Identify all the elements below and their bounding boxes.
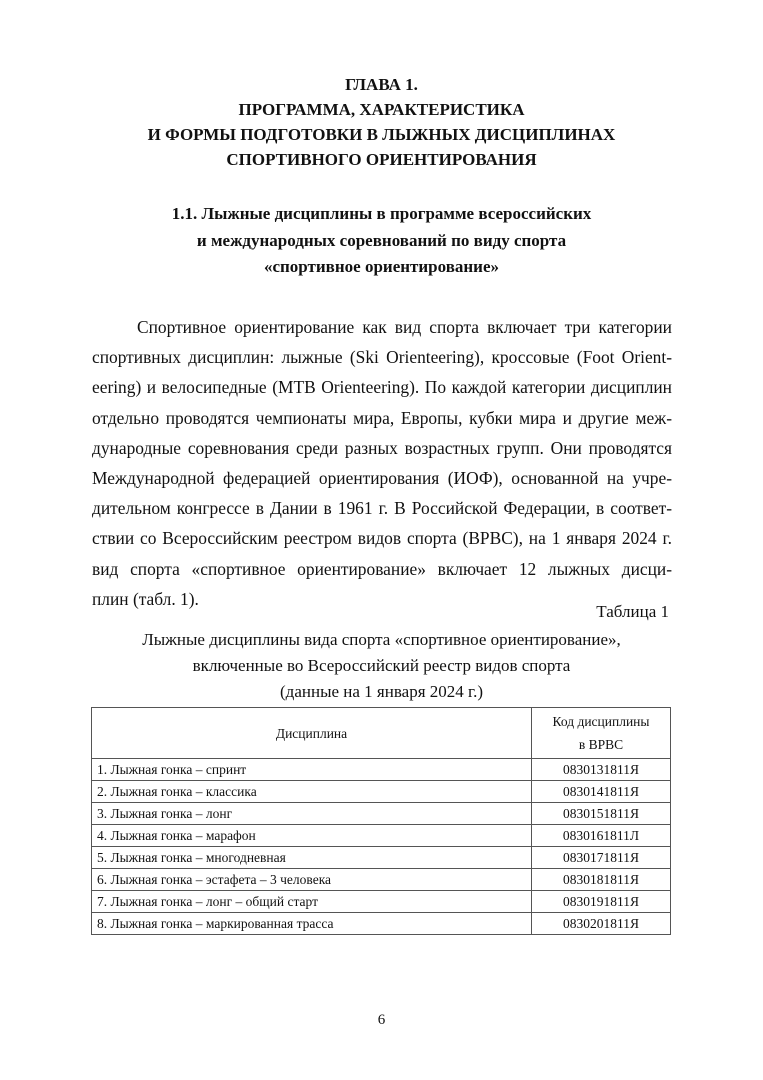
table-caption-line: (данные на 1 января 2024 г.) xyxy=(280,682,483,701)
table-row xyxy=(92,869,671,891)
discipline-cell: 8. Лыжная гонка – маркированная трасса xyxy=(92,913,532,935)
discipline-cell: 6. Лыжная гонка – эстафета – 3 человека xyxy=(92,869,532,891)
table-header-row xyxy=(92,708,671,759)
paragraph-line: вид спорта «спортивное ориентирование» включает 12 лыжных дисци- xyxy=(92,558,672,579)
page-number: 6 xyxy=(377,1012,386,1028)
code-cell: 0830141811Я xyxy=(532,781,671,803)
code-cell: 0830131811Я xyxy=(532,759,671,781)
section-heading xyxy=(0,201,763,281)
paragraph-line: отдельно проводятся чемпионаты мира, Европы, кубки мира и другие меж- xyxy=(92,407,672,428)
code-cell: 0830181811Я xyxy=(532,869,671,891)
paragraph-line: дународные соревнования среди разных возрастных групп. Они проводятся xyxy=(92,437,672,458)
code-cell: 0830171811Я xyxy=(532,847,671,869)
table-row xyxy=(92,803,671,825)
discipline-cell: 4. Лыжная гонка – марафон xyxy=(92,825,532,847)
table-caption xyxy=(0,627,763,705)
code-cell: 0830201811Я xyxy=(532,913,671,935)
code-cell: 0830151811Я xyxy=(532,803,671,825)
section-heading-line: и международных соревнований по виду спорта xyxy=(196,230,567,250)
paragraph-line: Международной федерацией ориентирования (ИОФ), основанной на учре- xyxy=(92,467,672,488)
header-code-line: Код дисциплины xyxy=(552,714,650,729)
discipline-cell: 3. Лыжная гонка – лонг xyxy=(92,803,532,825)
chapter-heading-line: И ФОРМЫ ПОДГОТОВКИ В ЛЫЖНЫХ ДИСЦИПЛИНАХ xyxy=(147,125,616,144)
chapter-heading xyxy=(0,72,763,172)
table-row xyxy=(92,781,671,803)
discipline-cell: 5. Лыжная гонка – многодневная xyxy=(92,847,532,869)
chapter-heading-line: ПРОГРАММА, ХАРАКТЕРИСТИКА xyxy=(238,100,525,119)
paragraph-line: спортивных дисциплин: лыжные (Ski Orienteering), кроссовые (Foot Orient- xyxy=(92,347,672,368)
discipline-cell: 2. Лыжная гонка – классика xyxy=(92,781,532,803)
body-paragraph xyxy=(92,312,672,614)
table-row xyxy=(92,847,671,869)
header-discipline: Дисциплина xyxy=(92,708,532,759)
table-row xyxy=(92,825,671,847)
chapter-heading-line: СПОРТИВНОГО ОРИЕНТИРОВАНИЯ xyxy=(226,150,537,169)
paragraph-line: плин (табл. 1). xyxy=(92,588,199,609)
section-heading-line: 1.1. Лыжные дисциплины в программе всероссийских xyxy=(171,204,592,223)
table-number: Таблица 1 xyxy=(596,602,669,621)
header-code xyxy=(532,708,671,759)
table-row xyxy=(92,759,671,781)
paragraph-line: дительном конгрессе в Дании в 1961 г. В Российской Федерации, в соответ- xyxy=(92,498,672,519)
table-row xyxy=(92,891,671,913)
paragraph-line: Спортивное ориентирование как вид спорта включает три категории xyxy=(137,317,672,337)
paragraph-line: eering) и велосипедные (MTB Orienteering). По каждой категории дисциплин xyxy=(92,377,672,398)
chapter-heading-line: ГЛАВА 1. xyxy=(345,75,418,94)
header-code-line: в ВРВС xyxy=(578,737,624,752)
table-caption-line: включенные во Всероссийский реестр видов спорта xyxy=(192,656,571,675)
section-heading-line: «спортивное ориентирование» xyxy=(263,257,500,276)
code-cell: 0830191811Я xyxy=(532,891,671,913)
disciplines-table xyxy=(91,707,671,935)
discipline-cell: 1. Лыжная гонка – спринт xyxy=(92,759,532,781)
code-cell: 0830161811Л xyxy=(532,825,671,847)
table-caption-line: Лыжные дисциплины вида спорта «спортивное ориентирование», xyxy=(142,630,621,649)
discipline-cell: 7. Лыжная гонка – лонг – общий старт xyxy=(92,891,532,913)
paragraph-line: ствии со Всероссийским реестром видов спорта (ВРВС), на 1 января 2024 г. xyxy=(92,528,672,549)
table-row xyxy=(92,913,671,935)
